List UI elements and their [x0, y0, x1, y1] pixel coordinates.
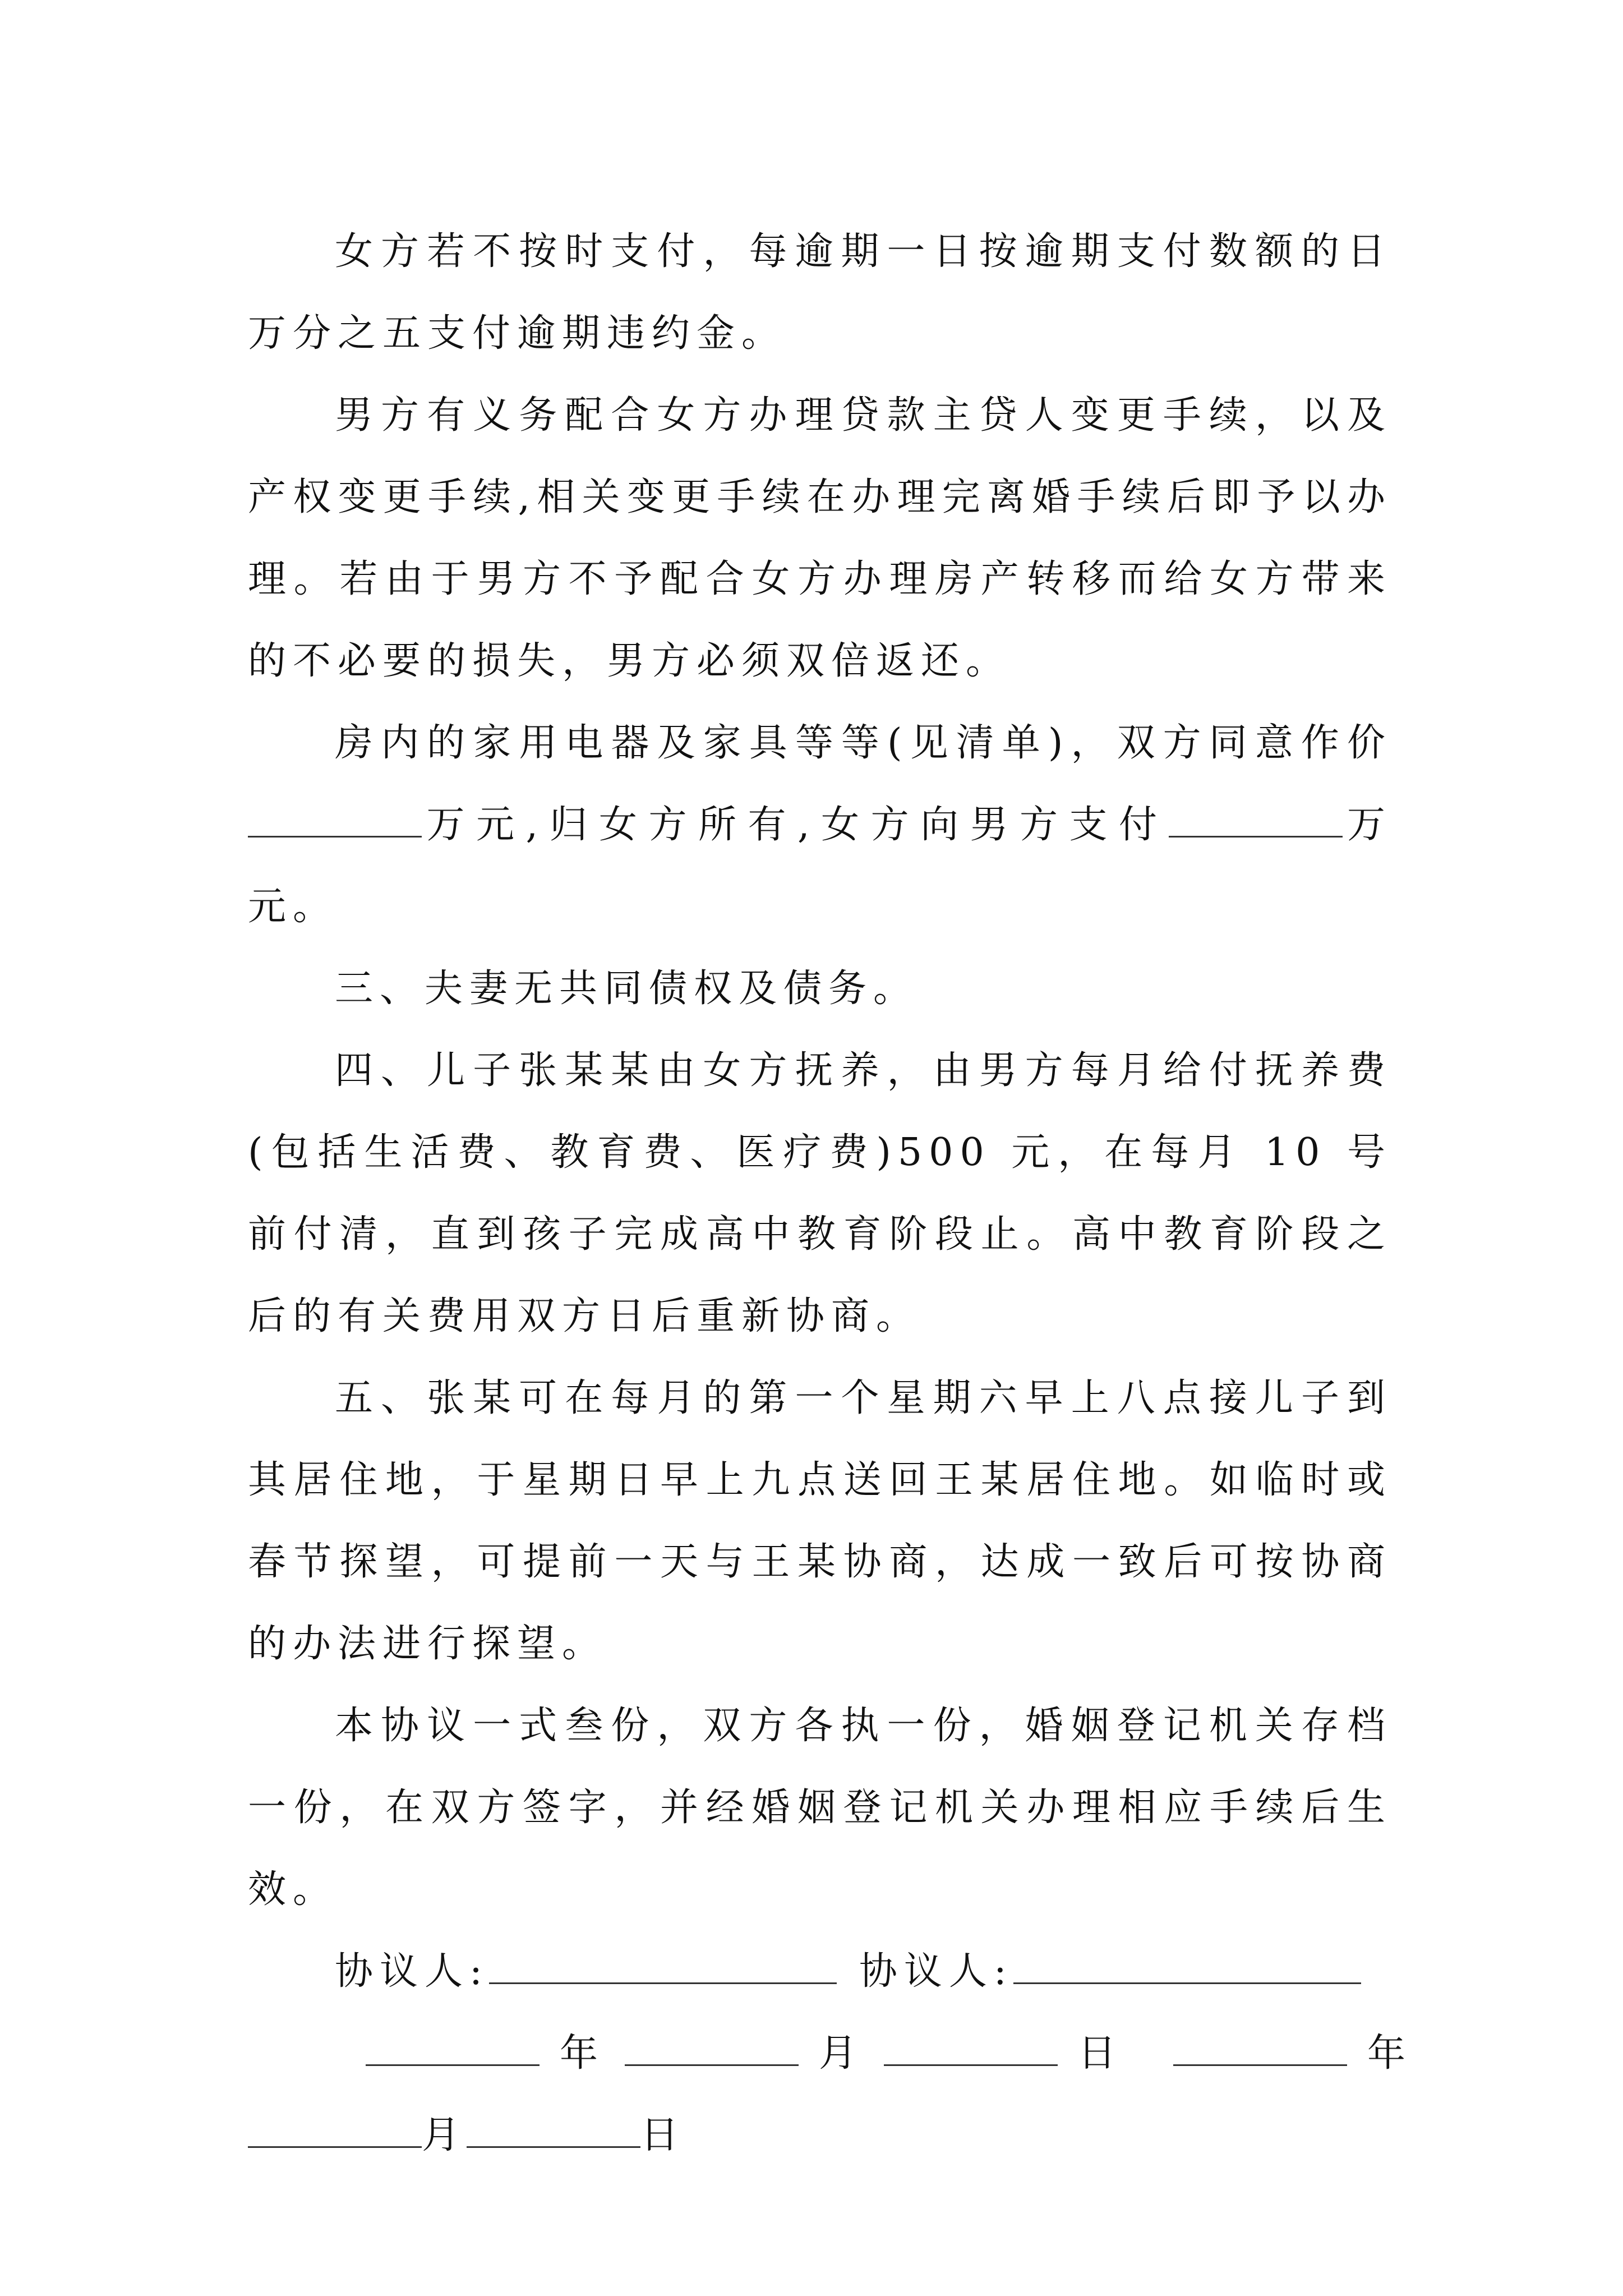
date-row-1 — [248, 2013, 1413, 2095]
party2-signature-blank — [1013, 1949, 1361, 1984]
year-blank-2 — [1173, 2031, 1347, 2066]
payment-blank — [1169, 802, 1343, 838]
clause-three: 三、夫妻无共同债权及债务。 — [335, 967, 919, 1011]
date-row-2 — [248, 2095, 1392, 2177]
paragraph-transfer: 男方有义务配合女方办理贷款主贷人变更手续，以及产权变更手续,相关变更手续在办理完离婚手续后即予以办理。若由于男方不予配合女方办理房产转移而给女方带来的不必要的损失，男方必须双倍返还。 — [248, 393, 1392, 683]
clause-four: 四、儿子张某某由女方抚养，由男方每月给付抚养费(包括生活费、教育费、医疗费)500 元，在每月 10 号前付清，直到孩子完成高中教育阶段止。高中教育阶段之后的有关费用双方日后重新协商。 — [248, 1048, 1392, 1338]
year-blank-1 — [366, 2031, 540, 2066]
furniture-text-3: 万元。 — [248, 803, 1392, 929]
price-blank — [248, 802, 422, 838]
month-label-1: 月 — [819, 2031, 864, 2076]
month-blank-1 — [625, 2031, 799, 2066]
signature-row — [248, 1931, 1392, 2013]
paragraph-penalty: 女方若不按时支付，每逾期一日按逾期支付数额的日万分之五支付逾期违约金。 — [248, 229, 1392, 356]
year-label-2: 年 — [1367, 2031, 1413, 2076]
party1-label: 协议人: — [335, 1949, 489, 1994]
party2-label: 协议人: — [859, 1949, 1013, 1994]
party1-signature-blank — [489, 1949, 837, 1984]
day-label-2: 日 — [640, 2113, 686, 2157]
clause-copies: 本协议一式叁份，双方各执一份，婚姻登记机关存档一份，在双方签字，并经婚姻登记机关办理相应手续后生效。 — [248, 1704, 1392, 1912]
clause-five: 五、张某可在每月的第一个星期六早上八点接儿子到其居住地，于星期日早上九点送回王某居住地。如临时或春节探望，可提前一天与王某协商，达成一致后可按协商的办法进行探望。 — [248, 1376, 1392, 1666]
year-label-1: 年 — [560, 2031, 605, 2076]
day-blank-1 — [884, 2031, 1058, 2066]
month-blank-2 — [248, 2113, 422, 2148]
day-blank-2 — [467, 2113, 640, 2148]
paragraph-furniture — [248, 702, 1392, 948]
day-label-1: 日 — [1078, 2031, 1123, 2076]
furniture-text-2: 万元,归女方所有,女方向男方支付 — [422, 803, 1169, 847]
document-body — [248, 211, 1413, 2177]
month-label-2: 月 — [422, 2113, 467, 2157]
furniture-text-1: 房内的家用电器及家具等等(见清单)，双方同意作价 — [335, 721, 1392, 765]
